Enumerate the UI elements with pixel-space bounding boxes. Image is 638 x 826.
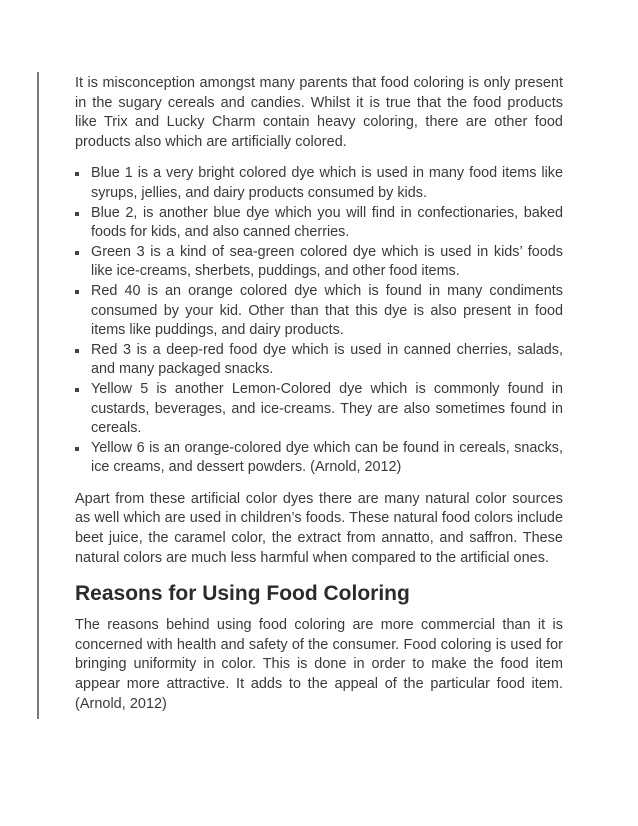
list-item — [75, 380, 563, 439]
list-item — [75, 341, 563, 380]
reasons-paragraph: The reasons behind using food coloring are more commercial than it is concerned with health and safety of the consumer. Food coloring is used for bringing uniformity in color. This is done in order to make the food item appear more attractive. It adds to the appeal of the particular food item. (Arnold, 2012) — [75, 617, 563, 712]
list-item — [75, 243, 563, 282]
list-item — [75, 282, 563, 341]
intro-paragraph: It is misconception amongst many parents that food coloring is only present in the sugary cereals and candies. Whilst it is true that the food products like Trix and Lucky Charm contain heavy coloring, there are other food products also which are artificially colored. — [75, 75, 563, 150]
list-item-text: Green 3 is a kind of sea-green colored dye which is used in kids’ foods like ice-creams, sherbets, puddings, and other food items. — [91, 243, 563, 280]
list-item-text: Red 3 is a deep-red food dye which is used in canned cherries, salads, and many packaged snacks. — [91, 341, 563, 378]
section-heading: Reasons for Using Food Coloring — [75, 582, 410, 606]
list-item-text: Blue 2, is another blue dye which you will find in confectionaries, baked foods for kids, and also canned cherries. — [91, 204, 563, 241]
list-item — [75, 204, 563, 243]
bullet-icon — [75, 251, 79, 255]
bullet-icon — [75, 388, 79, 392]
list-item-text: Yellow 6 is an orange-colored dye which can be found in cereals, snacks, ice creams, and dessert powders. (Arnold, 2012) — [91, 439, 563, 476]
list-item-text: Blue 1 is a very bright colored dye which is used in many food items like syrups, jellies, and dairy products consumed by kids. — [91, 165, 563, 201]
natural-colors-paragraph: Apart from these artificial color dyes there are many natural color sources as well which are used in children’s foods. These natural food colors include beet juice, the caramel color, the extract from annatto, and saffron. These natural colors are much less harmful when compared to the artificial ones. — [75, 490, 563, 566]
bullet-icon — [75, 212, 79, 216]
bullet-icon — [75, 447, 79, 451]
list-item-text: Red 40 is an orange colored dye which is found in many condiments consumed by your kid. Other than that this dye is also present in food items like puddings, and dairy products. — [91, 282, 563, 339]
dye-list — [75, 164, 563, 478]
document-body — [75, 74, 563, 714]
list-item-text: Yellow 5 is another Lemon-Colored dye which is commonly found in custards, beverages, and ice-creams. They are also sometimes found in cereals. — [91, 380, 563, 437]
list-item — [75, 439, 563, 478]
bullet-icon — [75, 290, 79, 294]
list-item — [75, 164, 563, 203]
left-margin-rule — [37, 72, 39, 719]
bullet-icon — [75, 172, 79, 176]
bullet-icon — [75, 349, 79, 353]
